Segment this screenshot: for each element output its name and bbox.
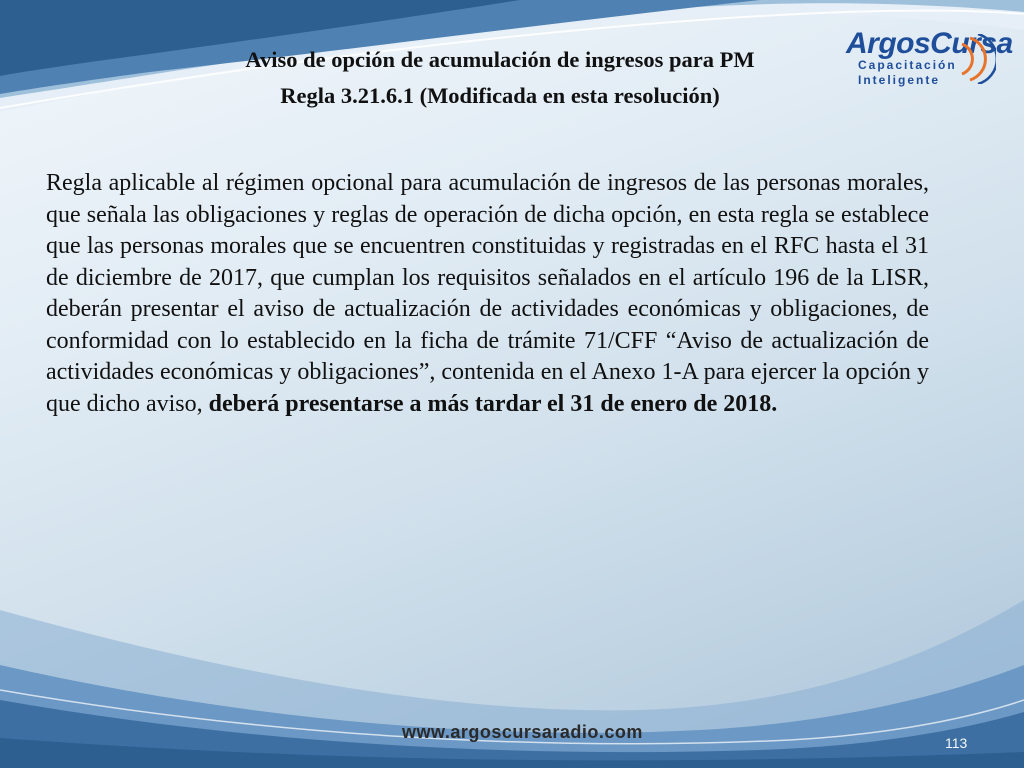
logo-name: ArgosCursa — [846, 27, 1013, 60]
footer-url: www.argoscursaradio.com — [402, 722, 643, 742]
body-regular-text: Regla aplicable al régimen opcional para acumulación de ingresos de las personas morales, que señala las obligaciones y reglas de operación de dicha opción, en esta regla se establece que las personas morales que se encuentren constituidas y registradas en el RFC hasta el 31 de diciembre de 2017, que cumplan los requisitos señalados en el artículo 196 de la LISR, deberán presentar el aviso de actualización de actividades económicas y obligaciones, de conformidad con lo establecido en la ficha de trámite 71/CFF “Aviso de actualización de actividades económicas y obligaciones”, contenida en el Anexo 1-A para ejercer la opción y que dicho aviso, — [46, 170, 929, 417]
slide-title-line1: Aviso de opción de acumulación de ingresos para PM — [245, 47, 755, 72]
signal-arcs-icon — [956, 34, 996, 84]
page-number: 113 — [945, 735, 968, 751]
body-bold-text: deberá presentarse a más tardar el 31 de enero de 2018. — [208, 390, 778, 417]
argoscursa-logo — [818, 24, 1013, 96]
logo-tagline-line2: Inteligente — [858, 73, 941, 87]
slide-title-line2: Regla 3.21.6.1 (Modificada en esta resolución) — [280, 83, 720, 108]
slide-body-paragraph — [46, 168, 929, 420]
logo-tagline-line1: Capacitación — [858, 58, 957, 72]
